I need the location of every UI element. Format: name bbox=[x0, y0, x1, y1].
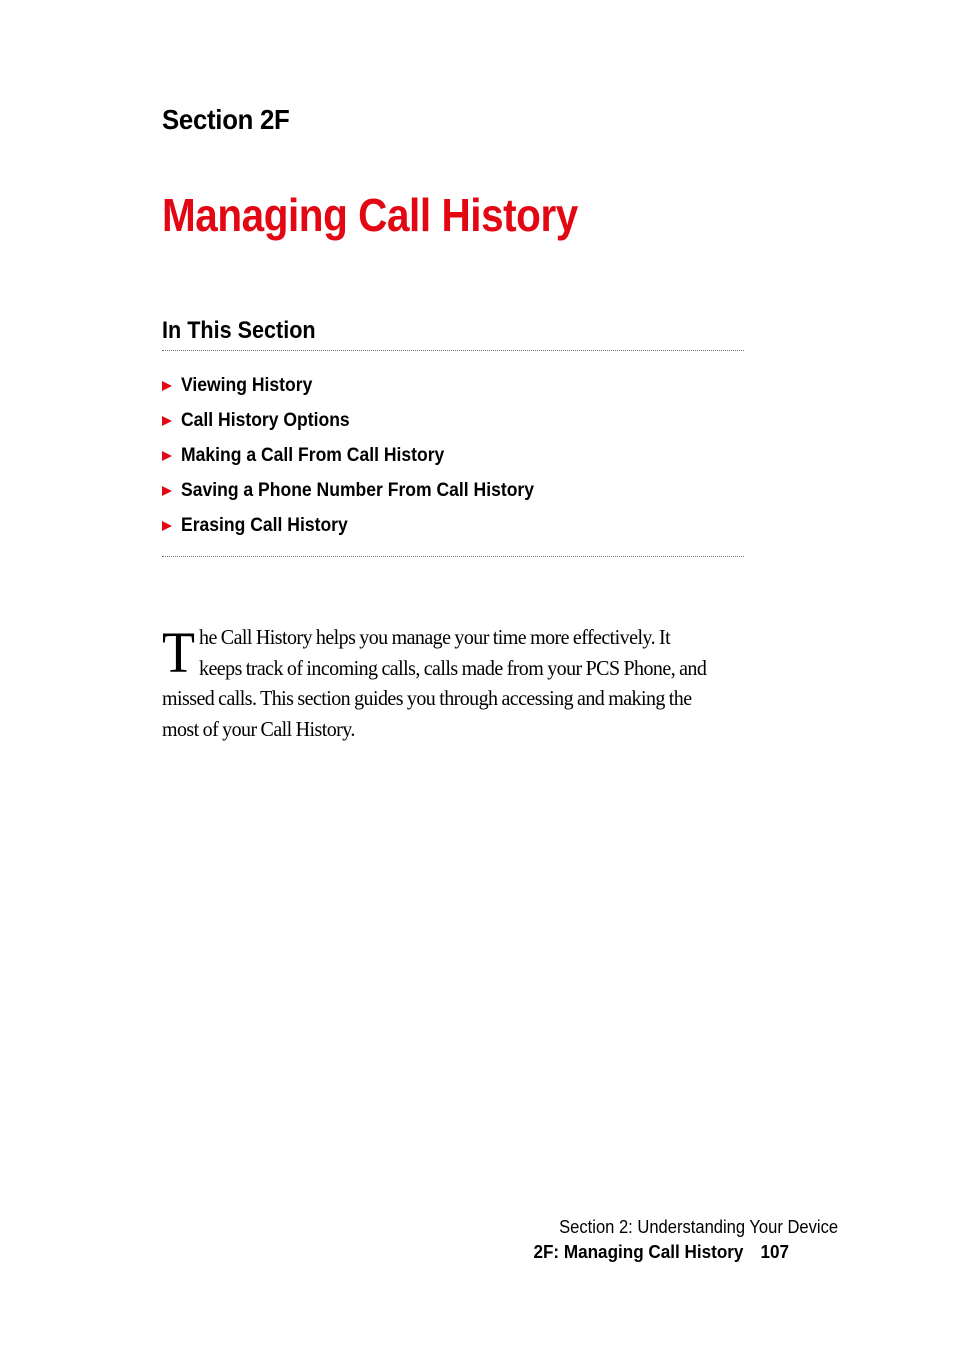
toc-item-label: Saving a Phone Number From Call History bbox=[181, 478, 535, 501]
toc-item-viewing-history[interactable] bbox=[162, 371, 744, 406]
toc-item-call-history-options[interactable] bbox=[162, 406, 744, 441]
bottom-dotted-divider bbox=[162, 556, 744, 557]
drop-cap: T bbox=[162, 620, 195, 685]
page-title: Managing Call History bbox=[162, 189, 578, 241]
page-footer bbox=[520, 1215, 838, 1265]
footer-chapter: 2F: Managing Call History bbox=[533, 1242, 744, 1262]
in-this-section-box bbox=[162, 316, 744, 557]
footer-section: Section 2: Understanding Your Device bbox=[559, 1217, 838, 1237]
section-label: Section 2F bbox=[162, 104, 290, 135]
toc-item-label: Viewing History bbox=[181, 373, 313, 396]
toc-item-label: Call History Options bbox=[181, 408, 350, 431]
page-number: 107 bbox=[760, 1242, 789, 1262]
red-triangle-bullet-icon bbox=[162, 451, 172, 461]
toc-item-label: Erasing Call History bbox=[181, 513, 348, 536]
red-triangle-bullet-icon bbox=[162, 416, 172, 426]
toc-item-erasing-call-history[interactable] bbox=[162, 511, 744, 546]
toc-heading: In This Section bbox=[162, 317, 316, 344]
intro-paragraph bbox=[162, 622, 711, 744]
red-triangle-bullet-icon bbox=[162, 486, 172, 496]
intro-text: he Call History helps you manage your time more effectively. It keeps track of incoming calls, calls made from your PCS Phone, and missed calls. This section guides you through accessing and making the most of your Call History. bbox=[162, 625, 707, 741]
toc-list bbox=[162, 351, 744, 546]
footer-chapter-line bbox=[533, 1239, 789, 1265]
toc-item-saving-a-phone-number[interactable] bbox=[162, 476, 744, 511]
red-triangle-bullet-icon bbox=[162, 381, 172, 391]
red-triangle-bullet-icon bbox=[162, 521, 172, 531]
toc-item-label: Making a Call From Call History bbox=[181, 443, 445, 466]
toc-item-making-a-call[interactable] bbox=[162, 441, 744, 476]
